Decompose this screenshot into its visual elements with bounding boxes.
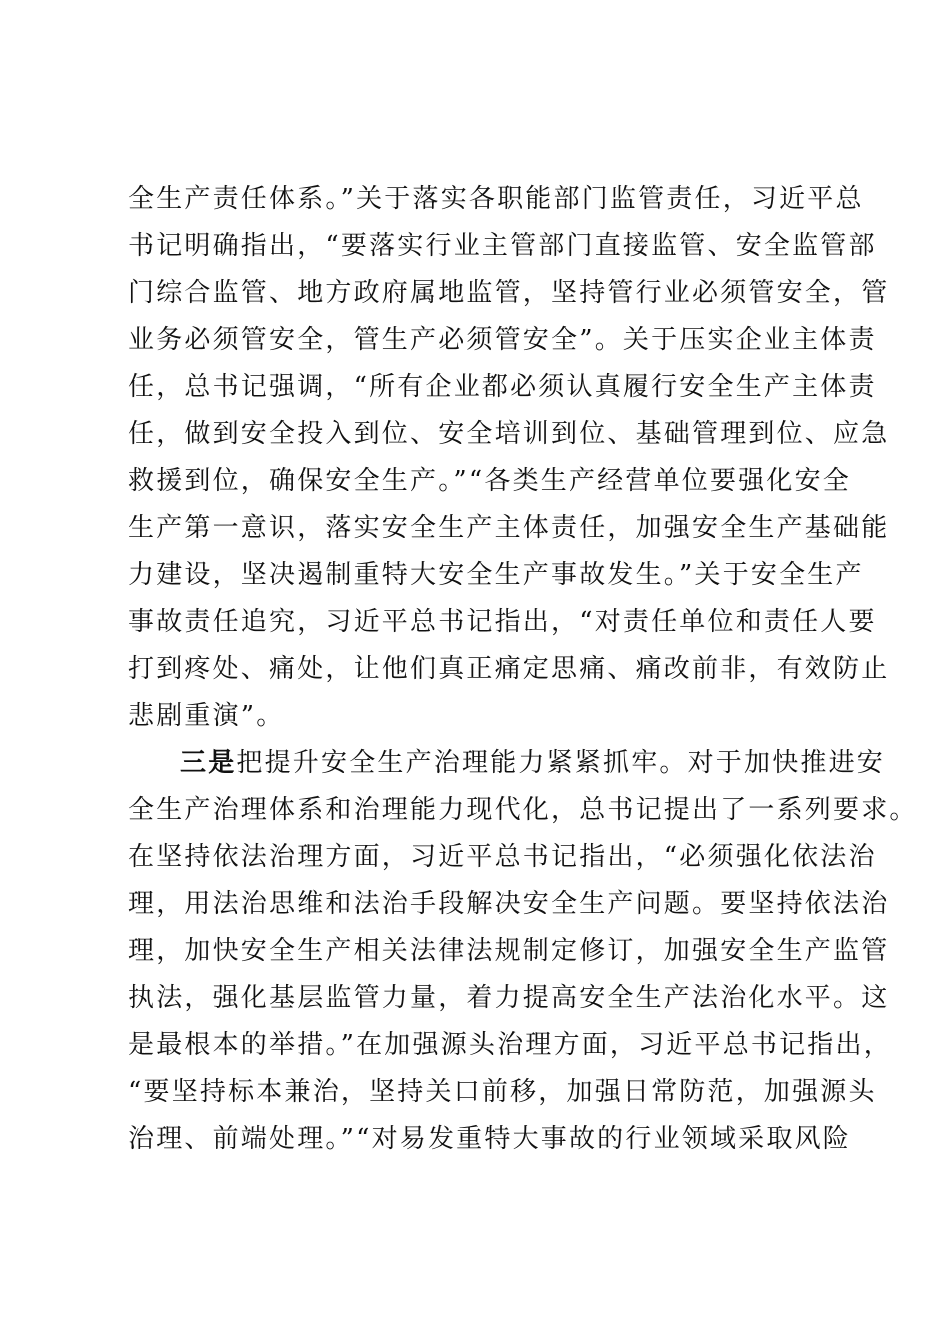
text-line: 救援到位，确保安全生产。”“各类生产经营单位要强化安全 [128, 466, 851, 496]
text-line: 全生产治理体系和治理能力现代化，总书记提出了一系列要求。 [128, 795, 918, 825]
paragraph-first-line-text: 把提升安全生产治理能力紧紧抓牢。对于加快推进安 [236, 748, 886, 778]
text-line: 任，总书记强调，“所有企业都必须认真履行安全生产主体责 [128, 372, 877, 402]
text-line: 悲剧重演”。 [128, 701, 285, 731]
text-line: 执法，强化基层监管力量，着力提高安全生产法治化水平。这 [128, 983, 890, 1013]
text-line: 门综合监管、地方政府属地监管，坚持管行业必须管安全，管 [128, 278, 890, 308]
text-line: 任，做到安全投入到位、安全培训到位、基础管理到位、应急 [128, 419, 890, 449]
text-line: 打到疼处、痛处，让他们真正痛定思痛、痛改前非，有效防止 [128, 654, 890, 684]
text-line: 理，用法治思维和法治手段解决安全生产问题。要坚持依法治 [128, 889, 890, 919]
text-line: 全生产责任体系。”关于落实各职能部门监管责任，习近平总 [128, 184, 864, 214]
text-line: 力建设，坚决遏制重特大安全生产事故发生。”关于安全生产 [128, 560, 864, 590]
text-line: 理，加快安全生产相关法律法规制定修订，加强安全生产监管 [128, 936, 890, 966]
paragraph-first-line [180, 747, 886, 779]
text-line: 书记明确指出，“要落实行业主管部门直接监管、安全监管部 [128, 231, 877, 261]
text-line: 治理、前端处理。”“对易发重特大事故的行业领域采取风险 [128, 1124, 851, 1154]
text-line: 是最根本的举措。”在加强源头治理方面，习近平总书记指出， [128, 1030, 892, 1060]
text-line: 生产第一意识，落实安全生产主体责任，加强安全生产基础能 [128, 513, 890, 543]
text-line: 在坚持依法治理方面，习近平总书记指出，“必须强化依法治 [128, 842, 877, 872]
text-line: “要坚持标本兼治，坚持关口前移，加强日常防范，加强源头 [128, 1077, 877, 1107]
paragraph-lead: 三是 [180, 748, 237, 778]
text-line: 事故责任追究，习近平总书记指出，“对责任单位和责任人要 [128, 607, 877, 637]
text-line: 业务必须管安全，管生产必须管安全”。关于压实企业主体责 [128, 325, 877, 355]
